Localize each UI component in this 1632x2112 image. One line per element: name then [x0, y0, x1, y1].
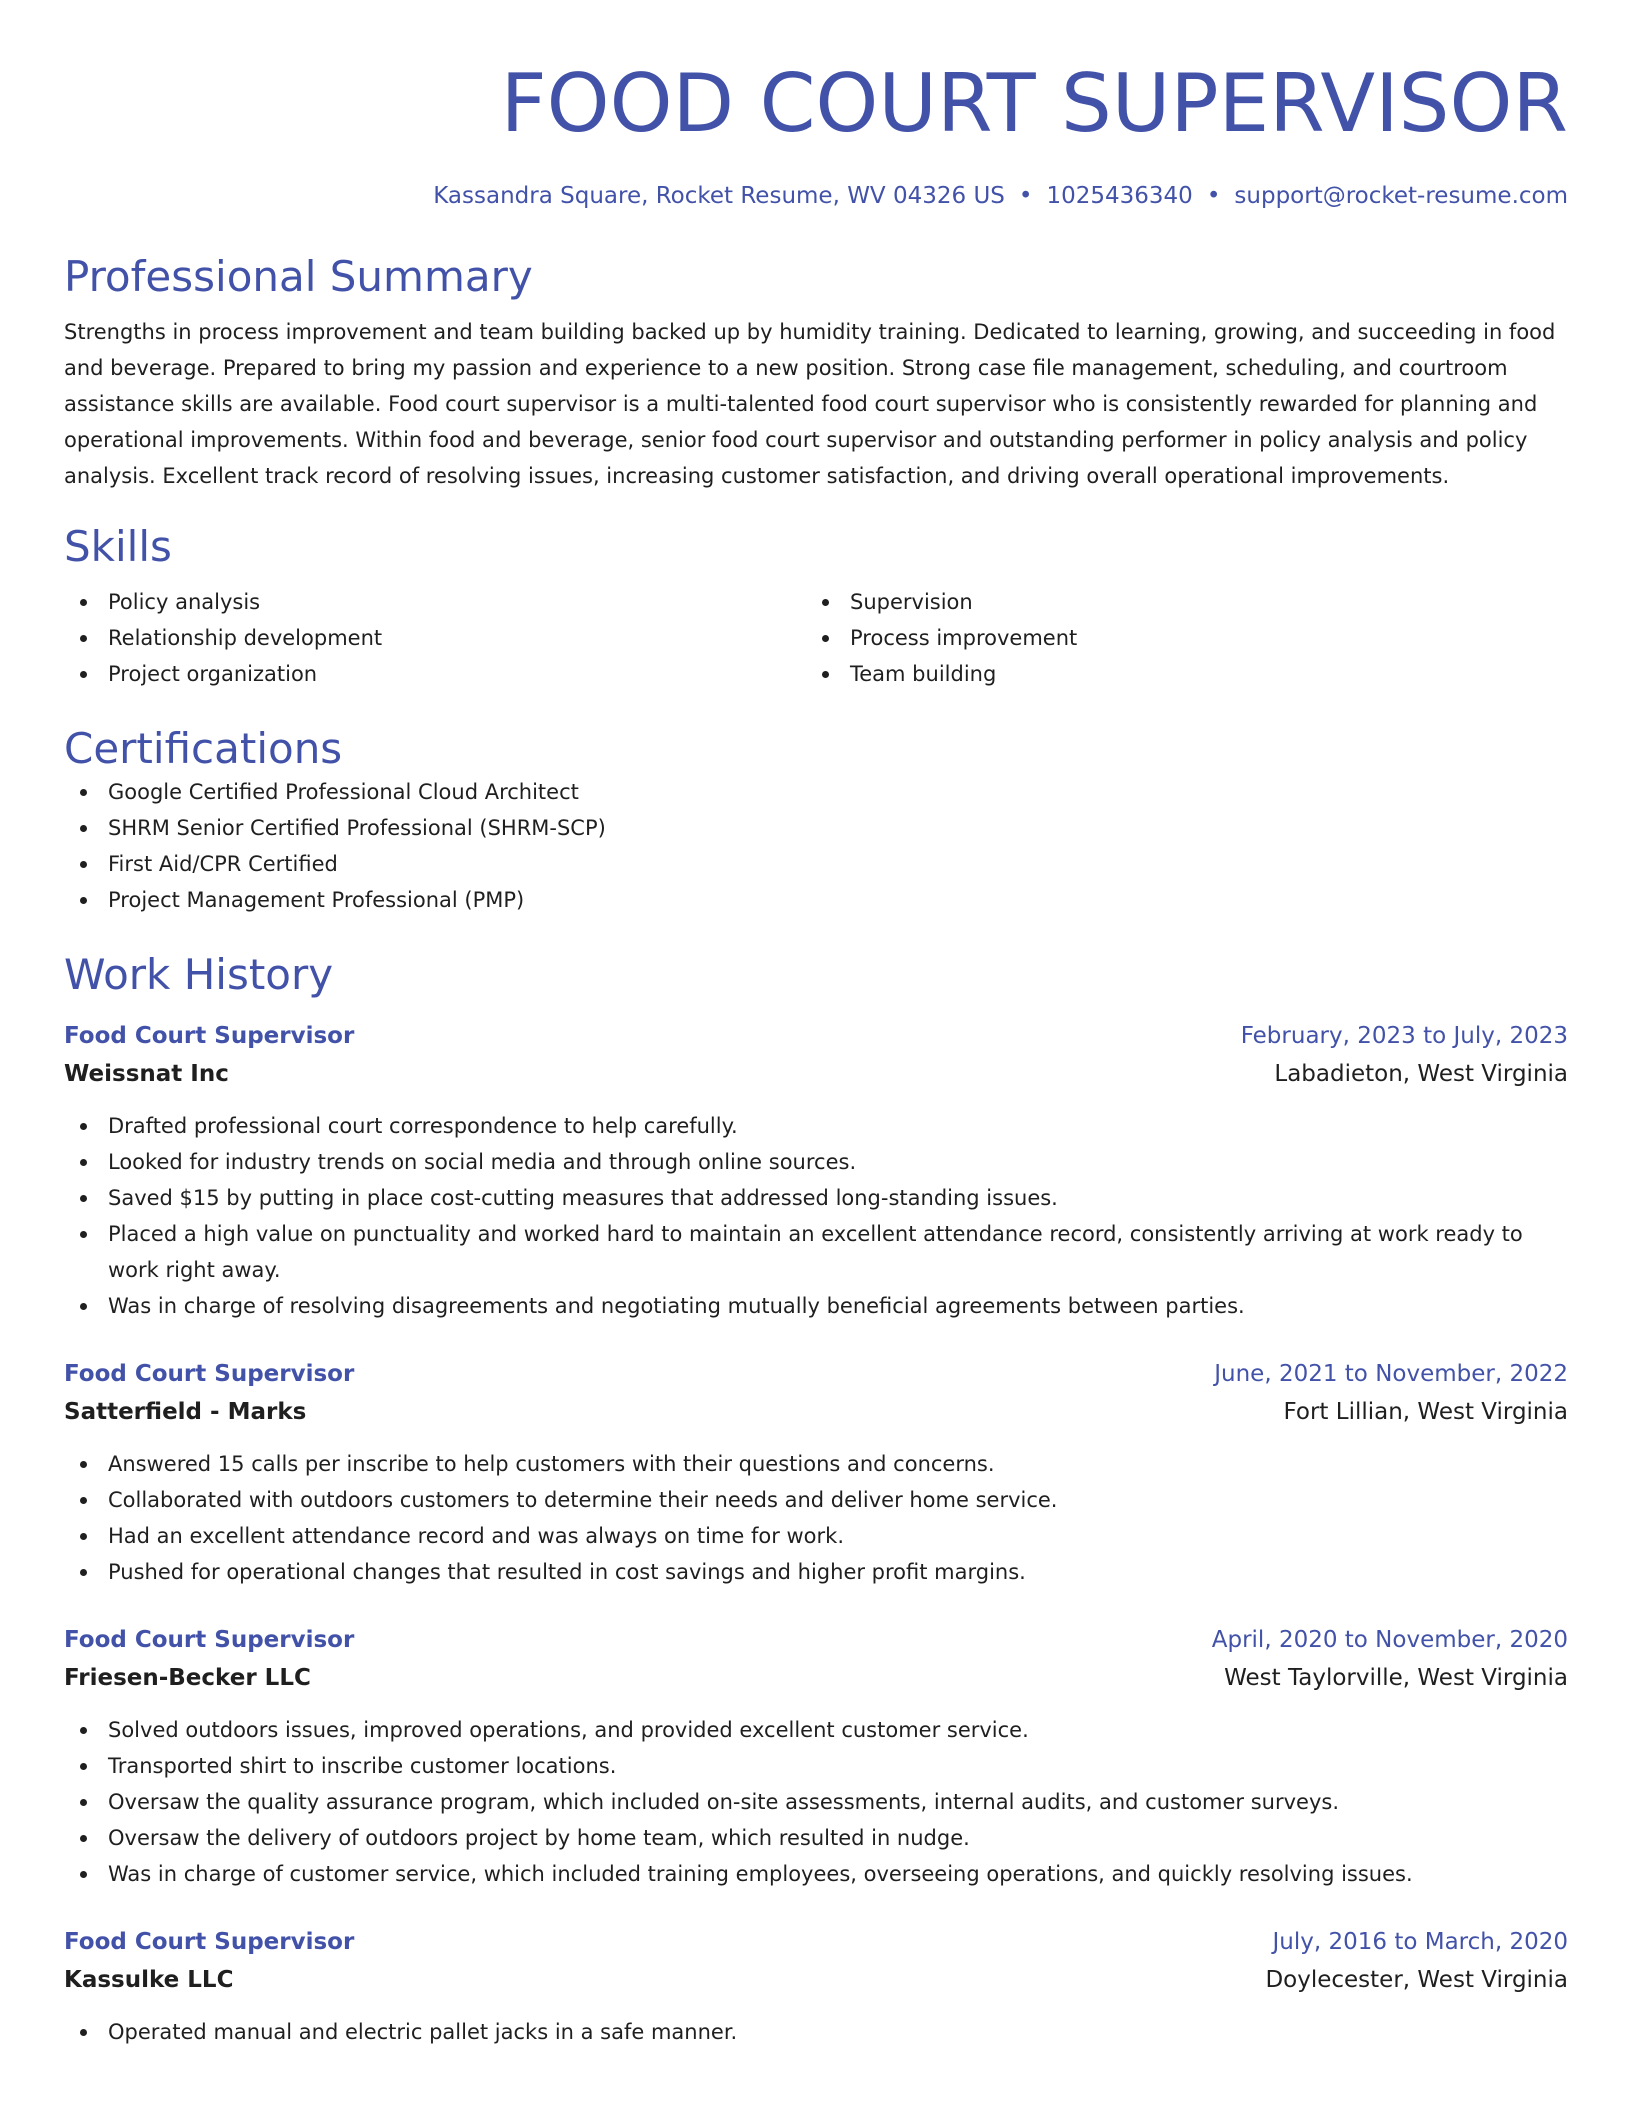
job-company: Satterfield - Marks: [64, 1399, 307, 1425]
skills-grid: [64, 584, 1568, 692]
skill-item: Relationship development: [64, 620, 806, 656]
job-bullet: Was in charge of customer service, which included training employees, overseeing operations, and quickly resolving issues.: [64, 1856, 1568, 1892]
contact-phone: 1025436340: [1046, 183, 1193, 209]
job-bullet: Drafted professional court correspondence to help carefully.: [64, 1108, 1568, 1144]
job-bullets: [64, 2014, 1568, 2050]
job-company: Friesen-Becker LLC: [64, 1665, 311, 1691]
job-bullet: Solved outdoors issues, improved operations, and provided excellent customer service.: [64, 1712, 1568, 1748]
job-bullet: Answered 15 calls per inscribe to help customers with their questions and concerns.: [64, 1446, 1568, 1482]
certifications-list: [64, 774, 1568, 918]
skills-heading: Skills: [64, 522, 172, 571]
job-entry: [64, 1622, 1568, 1892]
job-bullets: [64, 1108, 1568, 1324]
summary-heading: Professional Summary: [64, 252, 533, 301]
job-bullet: Operated manual and electric pallet jacks in a safe manner.: [64, 2014, 1568, 2050]
skill-item: Process improvement: [806, 620, 1548, 656]
job-company: Kassulke LLC: [64, 1967, 234, 1993]
contact-line: [64, 180, 1568, 212]
job-title-row: [64, 1018, 1568, 1054]
certification-item: SHRM Senior Certified Professional (SHRM-SCP): [64, 810, 1568, 846]
skill-item: Supervision: [806, 584, 1548, 620]
skills-column-left: [64, 584, 806, 692]
contact-email: support@rocket-resume.com: [1234, 183, 1568, 209]
job-title: Food Court Supervisor: [64, 1023, 355, 1049]
job-title: Food Court Supervisor: [64, 1361, 355, 1387]
job-location: West Taylorville, West Virginia: [1224, 1665, 1568, 1691]
certifications-heading: Certifications: [64, 724, 343, 773]
work-history-heading: Work History: [64, 950, 334, 999]
job-title: Food Court Supervisor: [64, 1929, 355, 1955]
job-bullet: Oversaw the quality assurance program, which included on-site assessments, internal audits, and customer surveys.: [64, 1784, 1568, 1820]
job-company-row: [64, 1658, 1568, 1698]
job-dates: February, 2023 to July, 2023: [1240, 1023, 1568, 1049]
job-title: Food Court Supervisor: [64, 1627, 355, 1653]
job-location: Fort Lillian, West Virginia: [1283, 1399, 1568, 1425]
resume-header: [64, 0, 1568, 212]
job-company-row: [64, 1392, 1568, 1432]
resume-name: FOOD COURT SUPERVISOR: [500, 57, 1568, 150]
job-company-row: [64, 1054, 1568, 1094]
job-company-row: [64, 1960, 1568, 2000]
job-bullet: Collaborated with outdoors customers to determine their needs and deliver home service.: [64, 1482, 1568, 1518]
job-dates: July, 2016 to March, 2020: [1272, 1929, 1568, 1955]
job-bullet: Oversaw the delivery of outdoors project by home team, which resulted in nudge.: [64, 1820, 1568, 1856]
job-title-row: [64, 1924, 1568, 1960]
job-bullet: Saved $15 by putting in place cost-cutting measures that addressed long-standing issues.: [64, 1180, 1568, 1216]
job-bullet: Was in charge of resolving disagreements and negotiating mutually beneficial agreements between parties.: [64, 1288, 1568, 1324]
job-entry: [64, 1018, 1568, 1324]
job-bullet: Transported shirt to inscribe customer locations.: [64, 1748, 1568, 1784]
skills-list-right: [806, 584, 1548, 692]
job-entry: [64, 1924, 1568, 2050]
contact-separator: •: [1018, 183, 1033, 209]
summary-text: Strengths in process improvement and team building backed up by humidity training. Dedicated to learning, growing, and succeeding in food and beverage. Prepared to bring my passion and experience to a new position. Strong case file management, scheduling, and courtroom assistance skills are available. Food court supervisor is a multi-talented food court supervisor who is consistently rewarded for planning and operational improvements. Within food and beverage, senior food court supervisor and outstanding performer in policy analysis and policy analysis. Excellent track record of resolving issues, increasing customer satisfaction, and driving overall operational improvements.: [64, 320, 1556, 488]
skill-item: Team building: [806, 656, 1548, 692]
skills-list-left: [64, 584, 806, 692]
job-title-row: [64, 1622, 1568, 1658]
job-entry: [64, 1356, 1568, 1590]
job-bullet: Looked for industry trends on social media and through online sources.: [64, 1144, 1568, 1180]
job-bullet: Pushed for operational changes that resulted in cost savings and higher profit margins.: [64, 1554, 1568, 1590]
certification-item: First Aid/CPR Certified: [64, 846, 1568, 882]
job-bullet: Had an excellent attendance record and was always on time for work.: [64, 1518, 1568, 1554]
job-location: Labadieton, West Virginia: [1274, 1061, 1568, 1087]
job-company: Weissnat Inc: [64, 1061, 229, 1087]
job-dates: April, 2020 to November, 2020: [1211, 1627, 1568, 1653]
job-location: Doylecester, West Virginia: [1265, 1967, 1568, 1993]
certification-item: Google Certified Professional Cloud Architect: [64, 774, 1568, 810]
certification-item: Project Management Professional (PMP): [64, 882, 1568, 918]
job-dates: June, 2021 to November, 2022: [1214, 1361, 1568, 1387]
skill-item: Project organization: [64, 656, 806, 692]
job-bullets: [64, 1446, 1568, 1590]
contact-address: Kassandra Square, Rocket Resume, WV 04326 US: [433, 183, 1005, 209]
skills-column-right: [806, 584, 1548, 692]
job-bullets: [64, 1712, 1568, 1892]
skill-item: Policy analysis: [64, 584, 806, 620]
job-bullet: Placed a high value on punctuality and worked hard to maintain an excellent attendance record, consistently arriving at work ready to work right away.: [64, 1216, 1568, 1288]
job-title-row: [64, 1356, 1568, 1392]
contact-separator: •: [1206, 183, 1221, 209]
